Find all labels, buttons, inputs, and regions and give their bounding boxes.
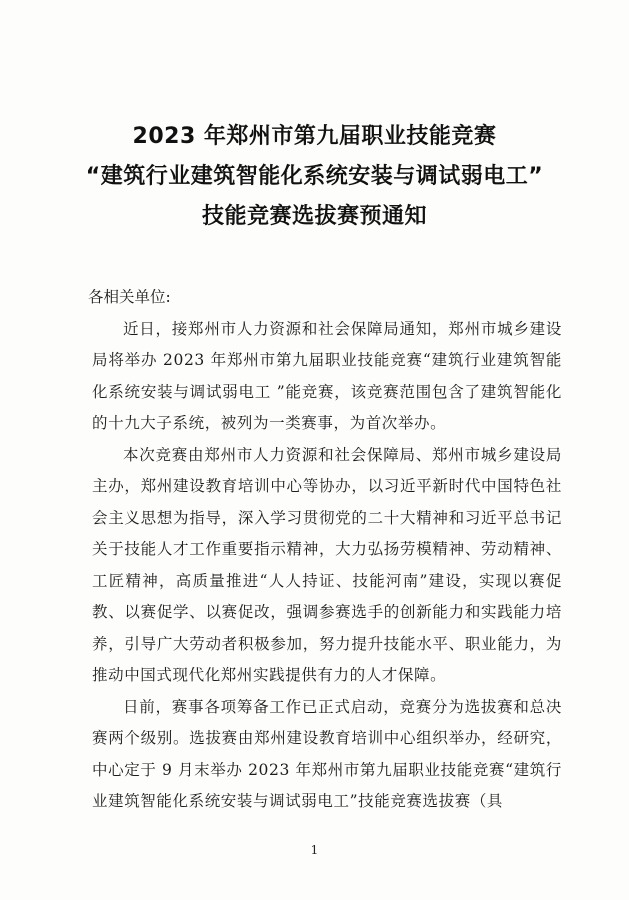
paragraph-2: 本次竞赛由郑州市人力资源和社会保障局、郑州市城乡建设局主办，郑州建设教育培训中心等协办，以习近平新时代中国特色社会主义思想为指导，深入学习贯彻党的二十大精神和习近平总书记关于技能人才工作重要指示精神，大力弘扬劳模精神、劳动精神、工匠精神，高质量推进“人人持证、技能河南”建设，实现以赛促教、以赛促学、以赛促改，强调参赛选手的创新能力和实践能力培养，引导广大劳动者积极参加，努力提升技能水平、职业能力，为推动中国式现代化郑州实践提供有力的人才保障。 — [92, 445, 562, 684]
title-line-3: 技能竞赛选拔赛预通知 — [201, 204, 427, 229]
document-title — [0, 117, 629, 237]
title-line-2: “建筑行业建筑智能化系统安装与调试弱电工” — [85, 164, 544, 189]
title-line-1: 2023 年郑州市第九届职业技能竞赛 — [132, 124, 497, 149]
salutation: 各相关单位: — [88, 288, 171, 306]
paragraph-1: 近日，接郑州市人力资源和社会保障局通知，郑州市城乡建设局将举办 2023 年郑州市第九届职业技能竞赛“建筑行业建筑智能化系统安装与调试弱电工 ”能竞赛，该竞赛范围包含了建筑智能化的十九大子系统，被列为一类赛事，为首次举办。 — [92, 319, 562, 432]
paragraph-3: 日前，赛事各项筹备工作已正式启动，竞赛分为选拔赛和总决赛两个级别。选拔赛由郑州建设教育培训中心组织举办，经研究，中心定于 9 月末举办 2023 年郑州市第九届职业技能竞赛“建筑行业建筑智能化系统安装与调试弱电工”技能竞赛选拔赛（具 — [92, 697, 562, 810]
document-body — [88, 282, 562, 818]
page-number: 1 — [310, 843, 319, 857]
